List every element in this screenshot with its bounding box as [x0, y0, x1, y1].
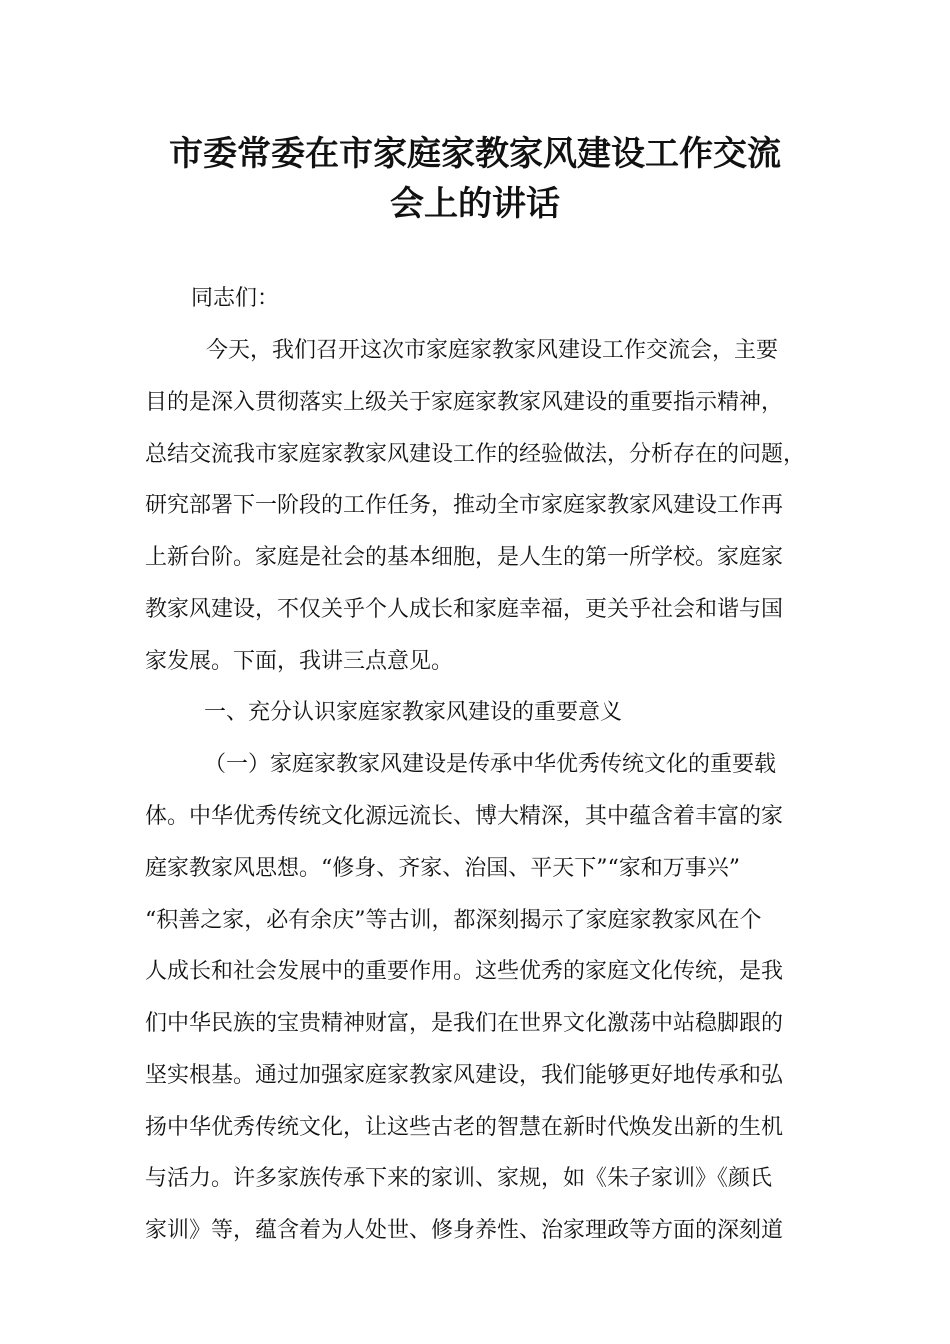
document-title-line-2: 会上的讲话	[390, 184, 560, 224]
paragraph-line: 教家风建设，不仅关乎个人成长和家庭幸福，更关乎社会和谐与国	[145, 597, 784, 622]
paragraph-line: “积善之家，必有余庆”等古训，都深刻揭示了家庭家教家风在个	[145, 908, 762, 933]
paragraph-line: 家训》等，蕴含着为人处世、修身养性、治家理政等方面的深刻道	[145, 1218, 784, 1243]
section-heading: 一、充分认识家庭家教家风建设的重要意义	[204, 700, 623, 725]
paragraph-line: 庭家教家风思想。“修身、齐家、治国、平天下”“家和万事兴”	[145, 856, 740, 881]
paragraph-line: 们中华民族的宝贵精神财富，是我们在世界文化激荡中站稳脚跟的	[145, 1011, 784, 1036]
paragraph-line: 坚实根基。通过加强家庭家教家风建设，我们能够更好地传承和弘	[145, 1063, 784, 1088]
paragraph-line: 今天，我们召开这次市家庭家教家风建设工作交流会，主要	[206, 338, 779, 363]
subsection-heading: （一）家庭家教家风建设是传承中华优秀传统文化的重要载	[204, 752, 777, 777]
paragraph-line: 扬中华优秀传统文化，让这些古老的智慧在新时代焕发出新的生机	[145, 1115, 784, 1140]
paragraph-line: 上新台阶。家庭是社会的基本细胞，是人生的第一所学校。家庭家	[145, 545, 784, 570]
paragraph-line: 人成长和社会发展中的重要作用。这些优秀的家庭文化传统，是我	[145, 959, 784, 984]
paragraph-line: 与活力。许多家族传承下来的家训、家规，如《朱子家训》《颜氏	[145, 1166, 773, 1191]
salutation: 同志们：	[191, 286, 280, 311]
paragraph-line: 目的是深入贯彻落实上级关于家庭家教家风建设的重要指示精神，	[145, 390, 784, 415]
document-title-line-1: 市委常委在市家庭家教家风建设工作交流	[169, 134, 781, 174]
paragraph-line: 家发展。下面，我讲三点意见。	[145, 649, 454, 674]
paragraph-line: 体。中华优秀传统文化源远流长、博大精深，其中蕴含着丰富的家	[145, 804, 784, 829]
paragraph-line: 总结交流我市家庭家教家风建设工作的经验做法，分析存在的问题，	[145, 442, 806, 467]
paragraph-line: 研究部署下一阶段的工作任务，推动全市家庭家教家风建设工作再	[145, 493, 784, 518]
